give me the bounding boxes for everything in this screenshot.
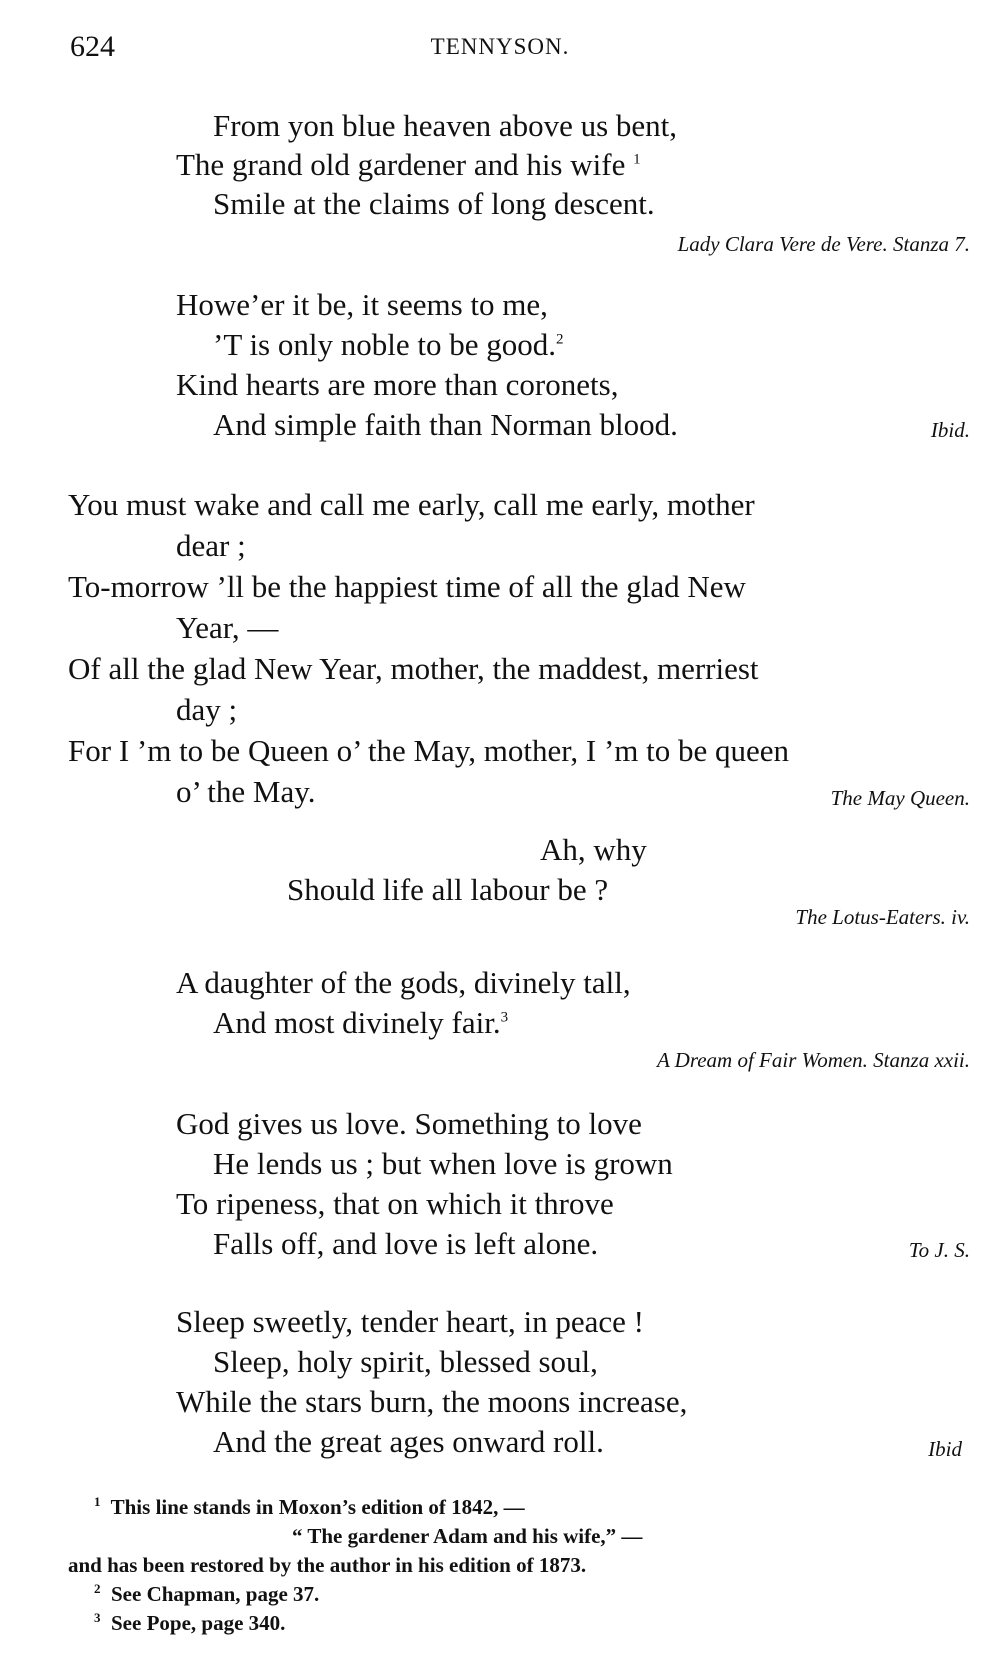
citation: Lady Clara Vere de Vere. Stanza 7. [677,232,970,256]
footnote-ref[interactable]: 1 [633,151,641,168]
verse-line: And simple faith than Norman blood. [213,407,678,442]
citation: To J. S. [908,1238,970,1262]
verse-line: You must wake and call me early, call me early, mother [68,487,755,522]
verse-line: While the stars burn, the moons increase, [176,1384,688,1419]
verse-line: From yon blue heaven above us bent, [213,108,678,143]
verse-line: Sleep, holy spirit, blessed soul, [213,1344,598,1379]
footnote-3: $^3$ See Pope, page 340. [94,1610,286,1635]
verse-line: Smile at the claims of long descent. [213,186,655,221]
footnote-ref[interactable]: 3 [500,1009,509,1026]
page-number: 624 [70,30,115,63]
citation: The May Queen. [830,786,970,810]
footnote-1-quote: “ The gardener Adam and his wife,” — [292,1524,643,1548]
verse-line: The grand old gardener and his wife $^1$ [176,147,641,182]
footnote-marker: 1 [94,1494,101,1509]
footnote-1: $^1$ This line stands in Moxon’s edition of 1842, — [94,1494,525,1519]
footnote-marker: 2 [94,1581,101,1596]
footnote-1-continuation: and has been restored by the author in his edition of 1873. [68,1553,587,1577]
citation: The Lotus-Eaters. iv. [795,905,970,929]
verse-line: He lends us ; but when love is grown [213,1146,673,1181]
footnote-ref[interactable]: 2 [555,331,564,348]
verse-line: day ; [176,692,238,727]
verse-line: Should life all labour be ? [287,872,609,907]
verse-line: Ah, why [540,832,647,867]
verse-line: dear ; [176,528,246,563]
citation: Ibid [928,1437,962,1461]
verse-line: A daughter of the gods, divinely tall, [176,965,631,1000]
verse-line: Kind hearts are more than coronets, [176,367,619,402]
verse-line: And most divinely fair.$^3$ [213,1005,509,1040]
verse-line: To ripeness, that on which it throve [176,1186,614,1221]
verse-line: Falls off, and love is left alone. [213,1226,599,1261]
verse-line: o’ the May. [176,774,316,809]
verse-line: And the great ages onward roll. [213,1424,604,1459]
verse-line: Sleep sweetly, tender heart, in peace ! [176,1304,644,1339]
footnote-marker: 3 [94,1610,101,1625]
citation: A Dream of Fair Women. Stanza xxii. [656,1048,970,1072]
footnote-2: $^2$ See Chapman, page 37. [94,1581,320,1606]
verse-line: Howe’er it be, it seems to me, [176,287,548,322]
verse-line: ’T is only noble to be good.$^2$ [213,327,564,362]
verse-line: God gives us love. Something to love [176,1106,642,1141]
citation: Ibid. [930,418,970,442]
verse-line: Of all the glad New Year, mother, the maddest, merriest [68,651,759,686]
verse-line: For I ’m to be Queen o’ the May, mother, I ’m to be queen [68,733,790,768]
running-head: TENNYSON. [430,34,570,59]
verse-line: To-morrow ’ll be the happiest time of all the glad New [68,569,746,604]
verse-line: Year, — [176,610,279,645]
